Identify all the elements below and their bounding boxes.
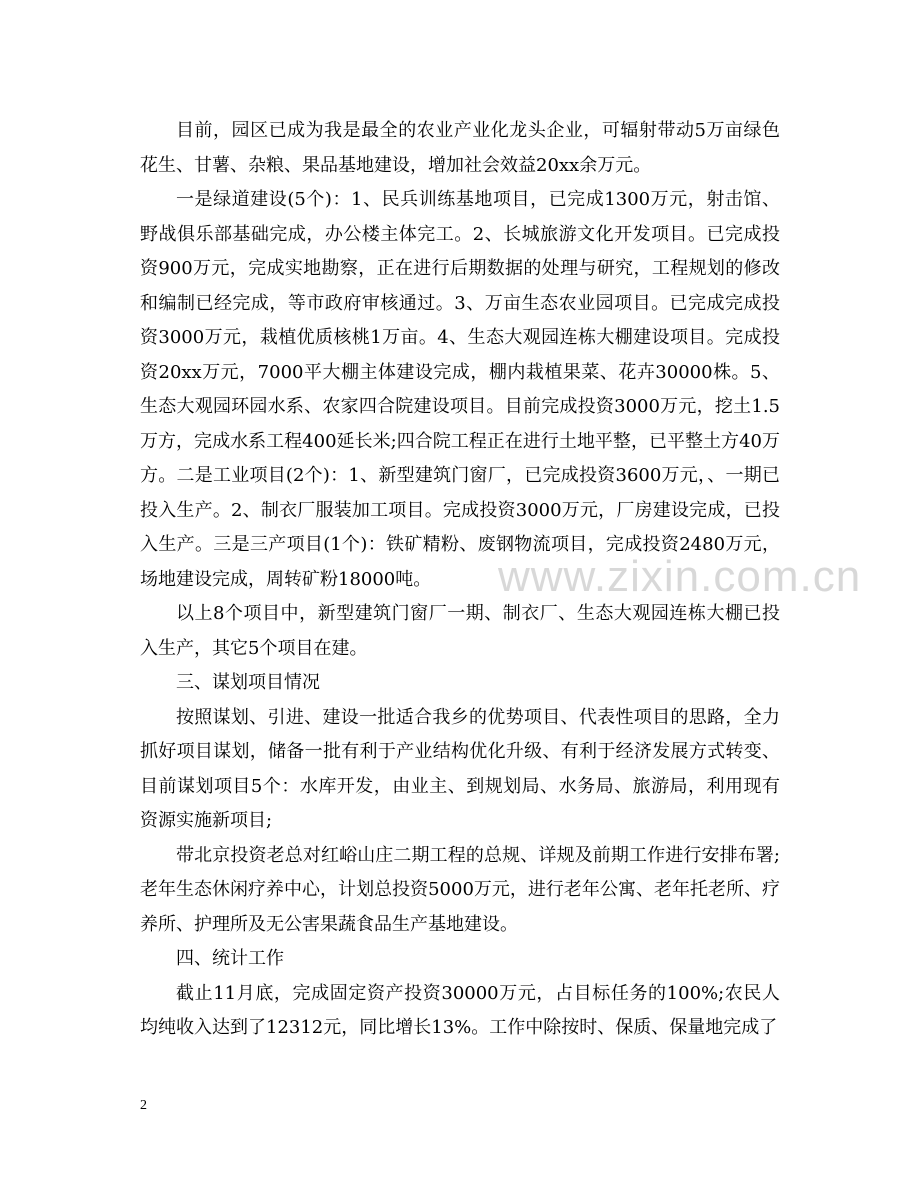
watermark: www.zixin.com.cn [498, 552, 862, 601]
paragraph-1: 目前，园区已成为我是最全的农业产业化龙头企业，可辐射带动5万亩绿色花生、甘薯、杂粮、果品基地建设，增加社会效益20xx余万元。 [140, 120, 780, 176]
paragraph-2: 一是绿道建设(5个)：1、民兵训练基地项目，已完成1300万元，射击馆、野战俱乐部基础完成，办公楼主体完工。2、长城旅游文化开发项目。已完成投资900万元，完成实地勘察，正在进行后期数据的处理与研究，工程规划的修改和编制已经完成，等市政府审核通过。3、万亩生态农业园项目。已完成完成投资3000万元，栽植优质核桃1万亩。4、生态大观园连栋大棚建设项目。完成投资20xx万元，7000平大棚主体建设完成，棚内栽植果菜、花卉30000株。5、生态大观园环园水系、农家四合院建设项目。目前完成投资3000万元，挖土1.5万方，完成水系工程400延长米;四合院工程正在进行土地平整，已平整土方40万方。二是工业项目(2个)：1、新型建筑门窗厂，已完成投资3600万元，、一期已投入生产。2、制衣厂服装加工项目。完成投资3000万元，厂房建设完成，已投入生产。三是三产项目(1个)：铁矿精粉、废钢物流项目，完成投资2480万元，场地建设完成，周转矿粉18000吨。 [140, 189, 780, 590]
paragraph-6: 截止11月底，完成固定资产投资30000万元，占目标任务的100%;农民人均纯收入达到了12312元，同比增长13%。工作中除按时、保质、保量地完成了 [140, 982, 780, 1038]
page-number: 2 [140, 1098, 147, 1113]
paragraph-3: 以上8个项目中，新型建筑门窗厂一期、制衣厂、生态大观园连栋大棚已投入生产，其它5个项目在建。 [140, 603, 780, 659]
paragraph-5: 带北京投资老总对红峪山庄二期工程的总规、详规及前期工作进行安排布署;老年生态休闲疗养中心，计划总投资5000万元，进行老年公寓、老年托老所、疗养所、护理所及无公害果蔬食品生产基地建设。 [140, 844, 780, 935]
section-heading-4: 四、统计工作 [176, 948, 284, 969]
paragraph-4: 按照谋划、引进、建设一批适合我乡的优势项目、代表性项目的思路，全力抓好项目谋划，储备一批有利于产业结构优化升级、有利于经济发展方式转变、目前谋划项目5个：水库开发，由业主、到规划局、水务局、旅游局，利用现有资源实施新项目; [140, 706, 780, 831]
section-heading-3: 三、谋划项目情况 [176, 672, 320, 693]
